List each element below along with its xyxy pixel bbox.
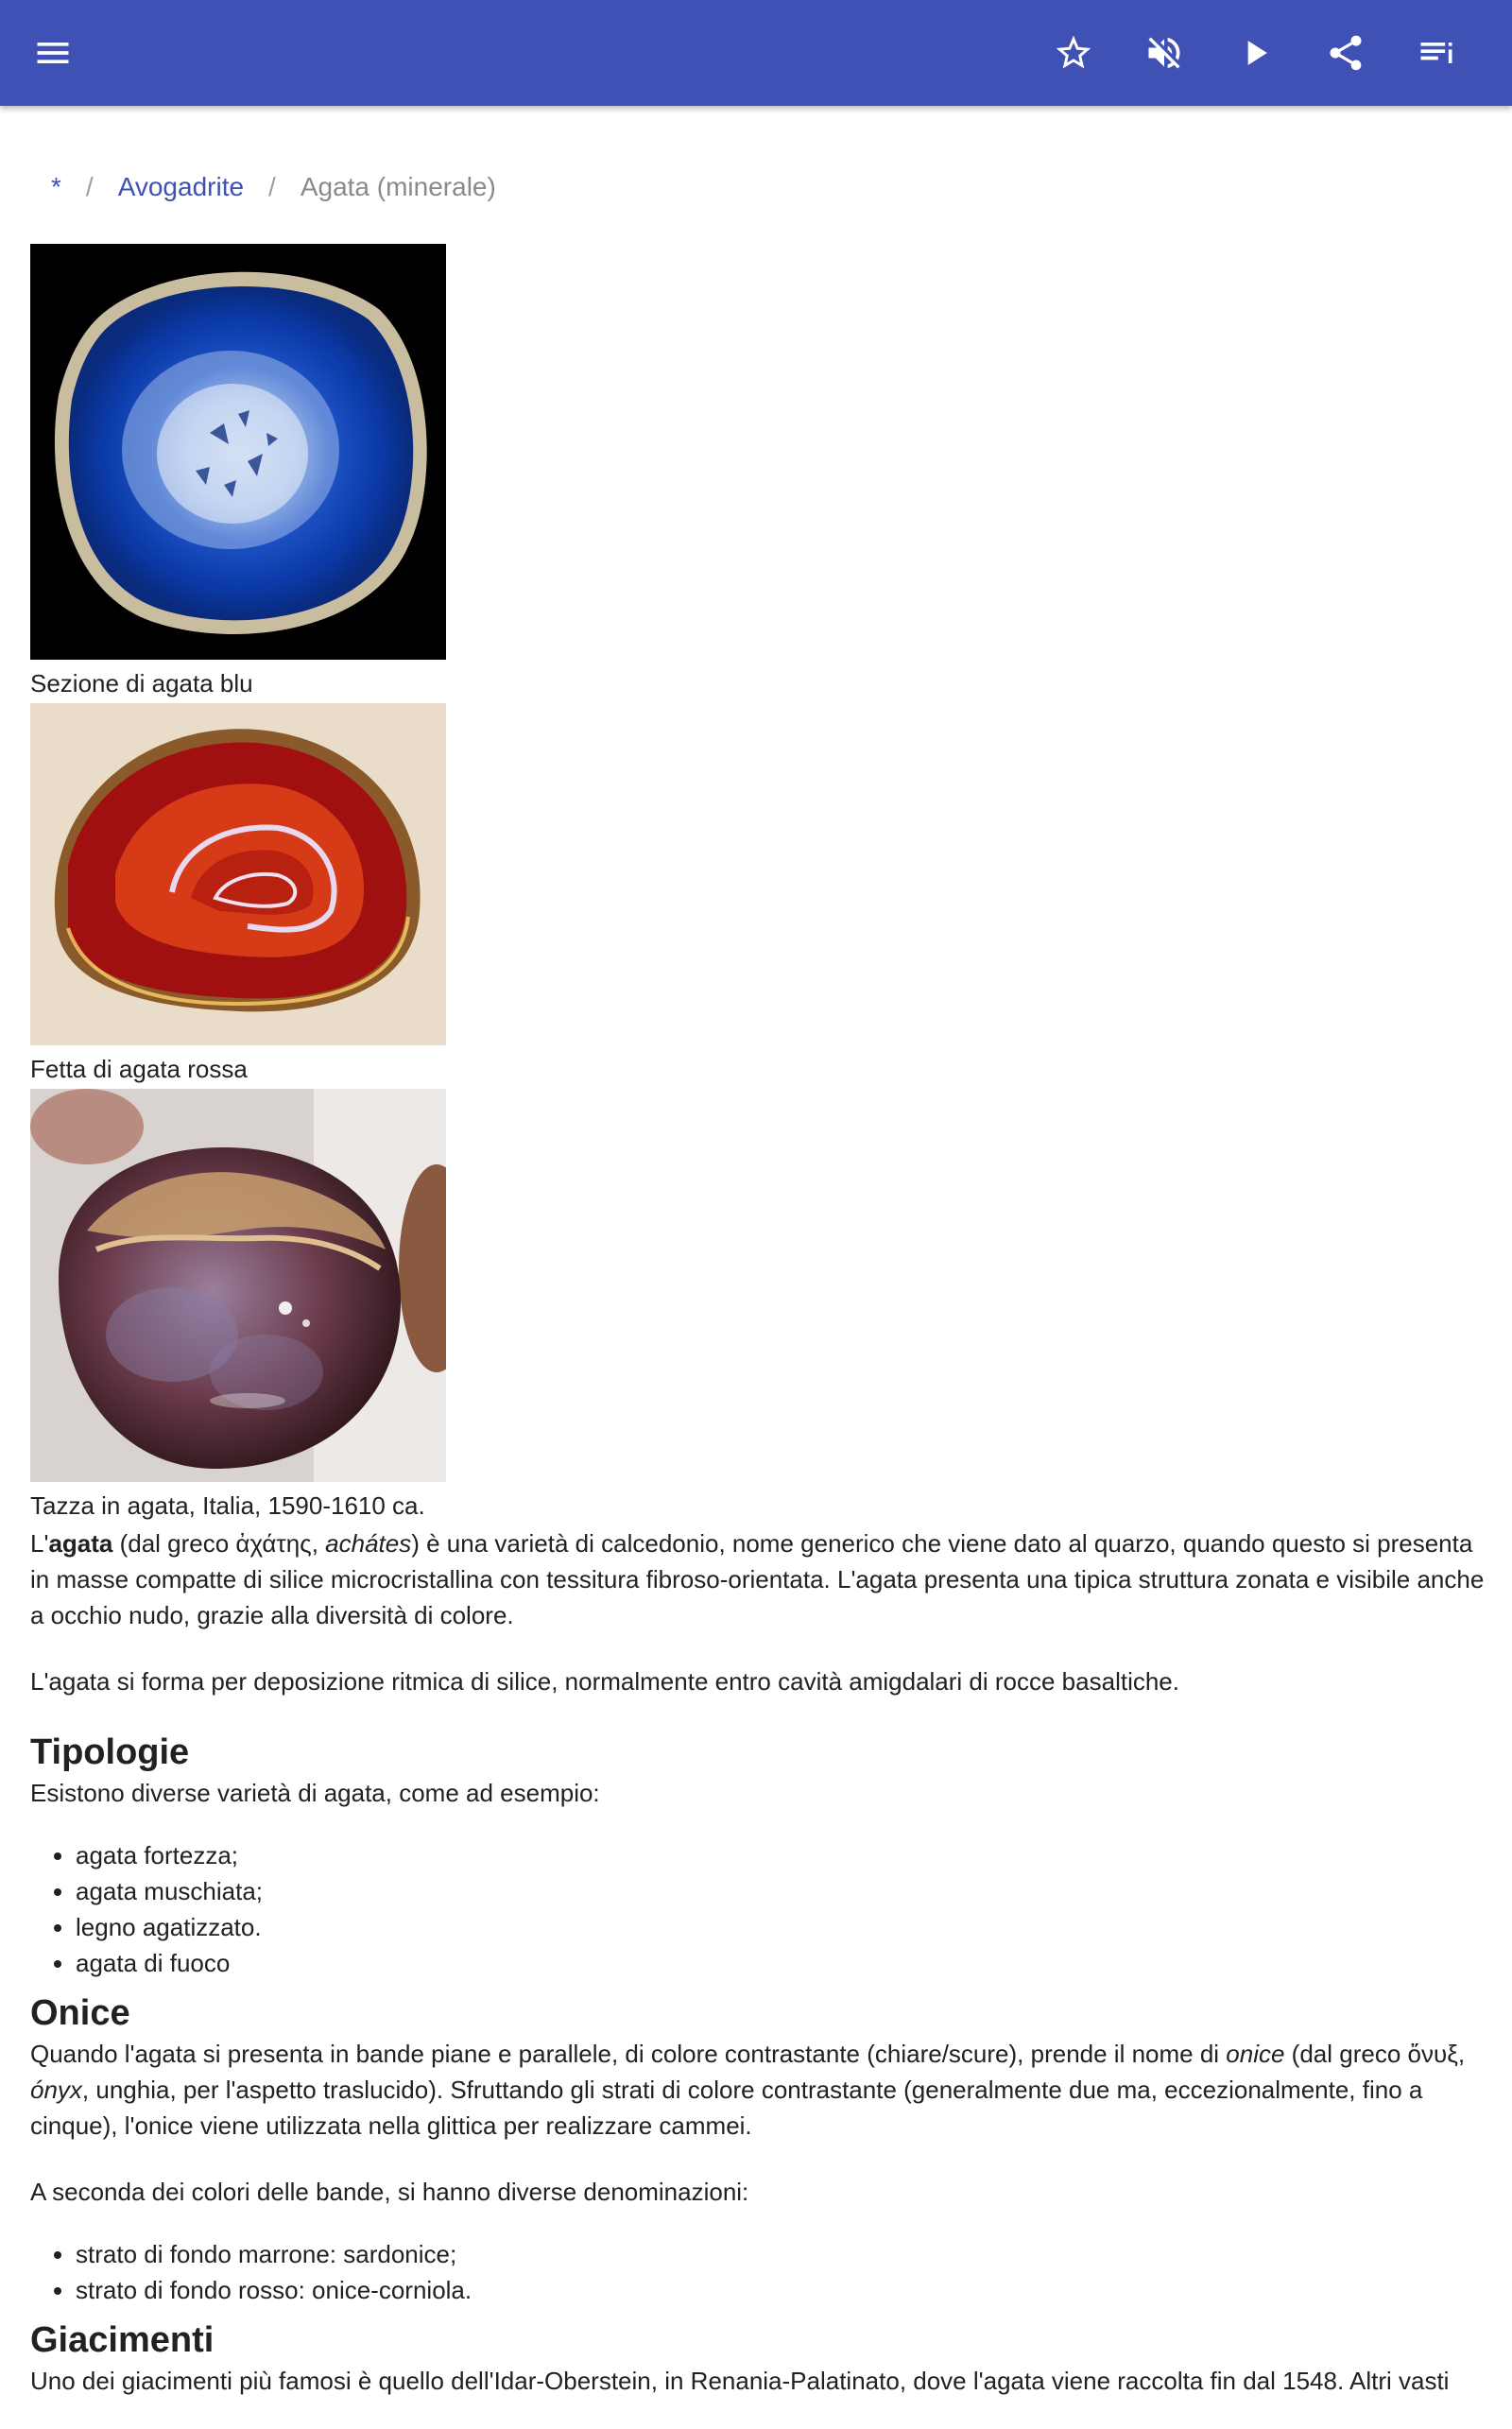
agate-cup-image[interactable] xyxy=(30,1089,446,1482)
giacimenti-paragraph: Uno dei giacimenti più famosi è quello dell'Idar-Oberstein, in Renania-Palatinato, dove l'agata viene raccolta fin dal 1548. Altri vasti xyxy=(30,2367,1450,2395)
breadcrumb xyxy=(51,168,496,206)
list-item: • strato di fondo rosso: onice-corniola. xyxy=(76,2272,1486,2308)
onice-denominations-intro: A seconda dei colori delle bande, si hanno diverse denominazioni: xyxy=(30,2178,749,2206)
breadcrumb-root-link[interactable]: * xyxy=(51,172,61,201)
tipologie-intro: Esistono diverse varietà di agata, come ad esempio: xyxy=(30,1779,600,1807)
red-agate-image[interactable] xyxy=(30,703,446,1045)
formation-paragraph: L'agata si forma per deposizione ritmica di silice, normalmente entro cavità amigdalari di rocce basaltiche. xyxy=(30,1667,1179,1696)
list-item: • agata fortezza; xyxy=(76,1837,1486,1873)
breadcrumb-separator: / xyxy=(268,172,276,201)
app-toolbar xyxy=(0,0,1512,106)
article-content xyxy=(30,244,1486,2429)
intro-paragraph: L'agata (dal greco ἀχάτης, achátes) è una varietà di calcedonio, nome generico che viene dato al quarzo, quando questo si presenta in masse compatte di silice microcristallina con tessitura fibroso-orientata. L'agata presenta una tipica struttura zonata e visibile anche a occhio nudo, grazie alla diversità di colore. xyxy=(30,1529,1485,1629)
share-icon[interactable] xyxy=(1319,26,1372,79)
star-icon[interactable] xyxy=(1047,26,1100,79)
breadcrumb-current: Agata (minerale) xyxy=(300,172,496,201)
list-item: • agata di fuoco xyxy=(76,1945,1486,1981)
figure-red-agate xyxy=(30,703,1486,1087)
menu-icon[interactable] xyxy=(26,26,79,79)
list-item: • legno agatizzato. xyxy=(76,1909,1486,1945)
volume-off-icon[interactable] xyxy=(1138,26,1191,79)
breadcrumb-parent-link[interactable]: Avogadrite xyxy=(117,172,245,201)
section-heading-tipologie: Tipologie xyxy=(30,1732,190,1772)
onice-list xyxy=(30,2236,1486,2308)
figure-caption: Tazza in agata, Italia, 1590-1610 ca. xyxy=(30,1491,425,1520)
breadcrumb-separator: / xyxy=(85,172,94,201)
list-item: • agata muschiata; xyxy=(76,1873,1486,1909)
tipologie-list xyxy=(30,1837,1486,1981)
section-heading-giacimenti: Giacimenti xyxy=(30,2320,215,2360)
blue-agate-image[interactable] xyxy=(30,244,446,660)
figure-caption: Fetta di agata rossa xyxy=(30,1055,248,1083)
figure-agate-cup xyxy=(30,1089,1486,1524)
play-icon[interactable] xyxy=(1228,26,1281,79)
figure-blue-agate xyxy=(30,244,1486,701)
playlist-icon[interactable] xyxy=(1410,26,1463,79)
section-heading-onice: Onice xyxy=(30,1993,130,2033)
list-item: • strato di fondo marrone: sardonice; xyxy=(76,2236,1486,2272)
figure-caption: Sezione di agata blu xyxy=(30,669,253,698)
onice-paragraph: Quando l'agata si presenta in bande piane e parallele, di colore contrastante (chiare/scure), prende il nome di onice (dal greco ὄνυξ, ónyx, unghia, per l'aspetto traslucido). Sfruttando gli strati di colore contrastante (generalmente due ma, eccezionalmente, fino a cinque), l'onice viene utilizzata nella glittica per realizzare cammei. xyxy=(30,2040,1466,2140)
